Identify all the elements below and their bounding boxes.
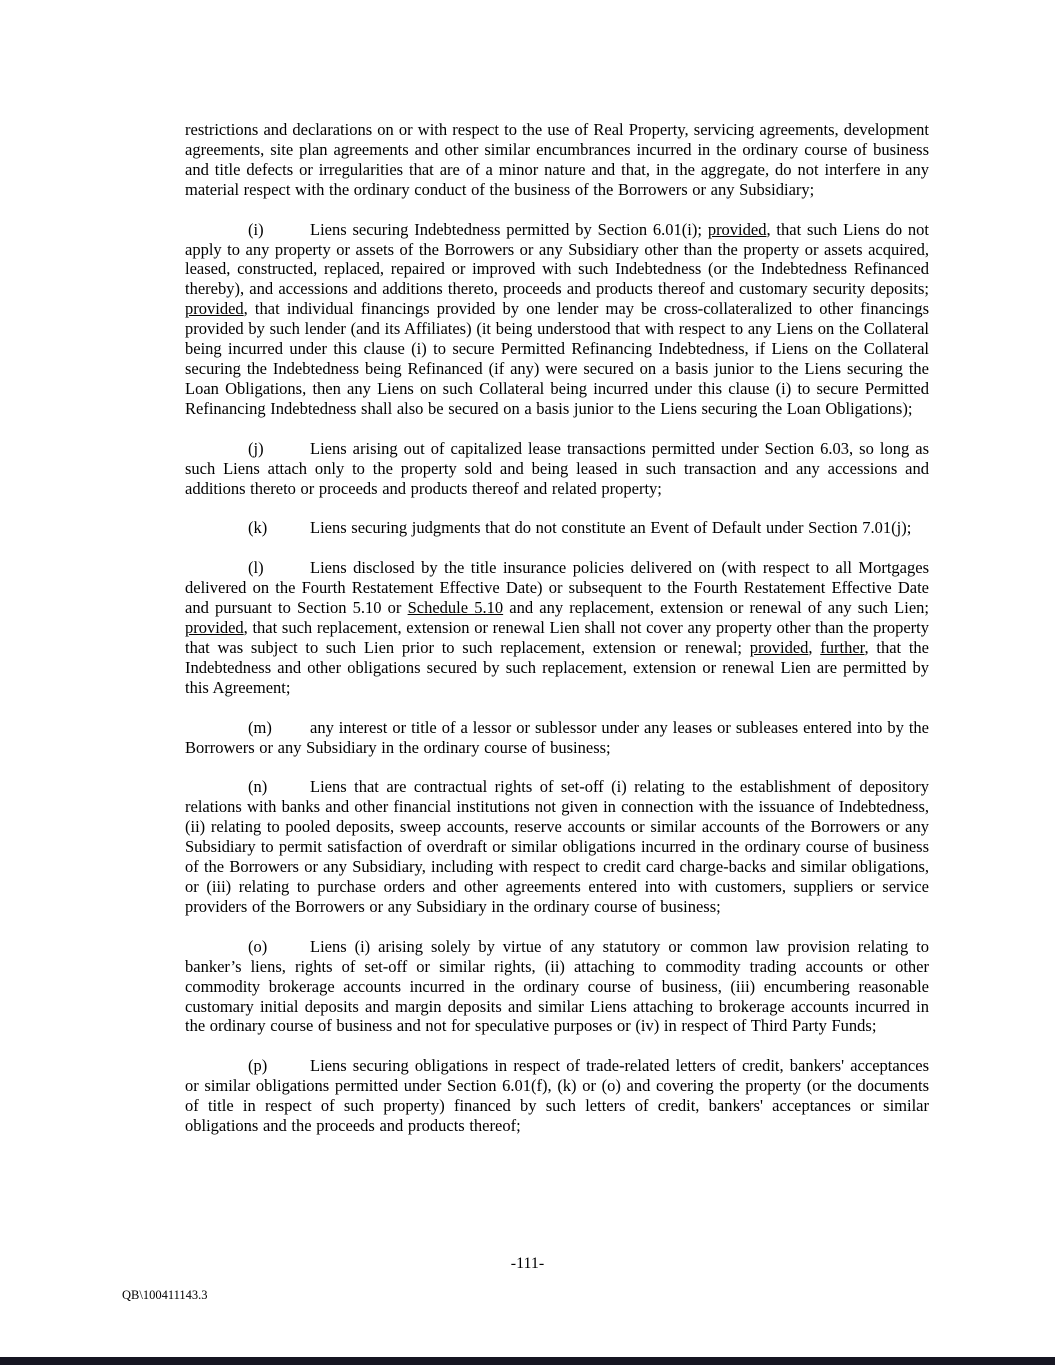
underlined-text: Schedule 5.10	[407, 598, 504, 618]
text-run: , that individual financings provided by one lender may be cross-collateralized to other financings provided by such lender (and its Affiliates) (it being understood that with respect to any Liens on the Collateral being incurred under this clause (i) to secure Permitted Refinancing Indebtedness, if Liens on the Collateral securing the Indebtedness being Refinanced (if any) were secured on a basis junior to the Liens securing the Loan Obligations, then any Liens on such Collateral being incurred under this clause (i) to secure Permitted Refinancing Indebtedness shall also be secured on a basis junior to the Liens securing the Loan Obligations);	[185, 299, 929, 418]
underlined-text: provided	[185, 618, 244, 638]
text-run: Liens arising out of capitalized lease transactions permitted under Section 6.03, so long as such Liens attach only to the property sold and being leased in such transaction and any accessions and additions thereto or proceeds and products thereof and related property;	[185, 438, 929, 498]
paragraph-o-label: (o)	[248, 936, 268, 956]
paragraph-n-label: (n)	[248, 777, 268, 797]
page-number: -111-	[510, 1255, 545, 1272]
text-run: , that such Liens do not apply to any property or assets of the Borrowers or any Subsidiary other than the property or assets acquired, leased, constructed, replaced, repaired or improved with such Indebtedness (or the Indebtedness Refinanced thereby), and accessions and additions thereto, proceeds and products thereof and customary security deposits;	[185, 219, 930, 299]
text-run: Liens securing Indebtedness permitted by Section 6.01(i);	[310, 219, 708, 239]
paragraph-m	[185, 718, 929, 758]
paragraph-k	[185, 518, 929, 538]
paragraph-l-label: (l)	[248, 558, 264, 578]
paragraph-n	[185, 777, 929, 916]
text-run: , that such replacement, extension or renewal Lien shall not cover any property other than the property that was subject to such Lien prior to such replacement, extension or renewal;	[185, 618, 929, 657]
paragraph-j-label: (j)	[248, 438, 264, 458]
text-run: Liens (i) arising solely by virtue of any statutory or common law provision relating to banker’s liens, rights of set-off or similar rights, (ii) attaching to commodity trading accounts or other commodity brokerage accounts incurred in the ordinary course of business, (iii) encumbering reasonable customary initial deposits and margin deposits and similar Liens attaching to brokerage accounts incurred in the ordinary course of business and not for speculative purposes or (iv) in respect of Third Party Funds;	[185, 936, 929, 1036]
document-id: QB\100411143.3	[122, 1288, 208, 1302]
paragraph-m-label: (m)	[248, 717, 272, 737]
paragraph-i-text	[185, 220, 929, 418]
text-run: Liens securing obligations in respect of trade-related letters of credit, bankers' acceptances or similar obligations permitted under Section 6.01(f), (k) or (o) and covering the property (or the documents of title in respect of such property) financed by such letters of credit, bankers' acceptances or similar obligations and the proceeds and products thereof;	[185, 1056, 929, 1136]
text-run: Liens disclosed by the title insurance policies delivered on (with respect to all Mortgages delivered on the Fourth Restatement Effective Date) or subsequent to the Fourth Restatement Effective Date and pursuant to Section 5.10 or	[185, 558, 929, 618]
paragraph-l-text	[185, 558, 929, 696]
paragraph-continuation	[185, 120, 929, 200]
text-run: restrictions and declarations on or with respect to the use of Real Property, servicing agreements, development agreements, site plan agreements and other similar encumbrances incurred in the ordinary course of business and title defects or irregularities that are of a minor nature and that, in the aggregate, do not interfere in any material respect with the ordinary conduct of the business of the Borrowers or any Subsidiary;	[185, 120, 929, 199]
underlined-text: provided	[185, 299, 244, 319]
paragraph-p-label: (p)	[248, 1056, 268, 1076]
paragraph-n-text	[185, 777, 929, 915]
underlined-text: further	[820, 637, 865, 657]
underlined-text: provided	[749, 637, 809, 657]
paragraph-l	[185, 558, 929, 697]
text-run: ,	[808, 637, 821, 657]
document-body	[185, 120, 929, 1156]
paragraph-i-label: (i)	[248, 219, 264, 239]
paragraph-o	[185, 937, 929, 1037]
text-run: , that the Indebtedness and other obligations secured by such replacement, extension or renewal Lien are permitted by this Agreement;	[185, 637, 930, 697]
text-run: Liens that are contractual rights of set-off (i) relating to the establishment of depository relations with banks and other financial institutions not given in connection with the issuance of Indebtedness, (ii) relating to pooled deposits, sweep accounts, reserve accounts or similar accounts of the Borrowers or any Subsidiary to permit satisfaction of overdraft or similar obligations incurred in the ordinary course of business of the Borrowers or any Subsidiary, including with respect to credit card charge-backs and similar obligations, or (iii) relating to purchase orders and other agreements entered into with customers, suppliers or service providers of the Borrowers or any Subsidiary in the ordinary course of business;	[185, 777, 929, 916]
text-run: and any replacement, extension or renewal of any such Lien;	[503, 598, 930, 618]
text-run: any interest or title of a lessor or sublessor under any leases or subleases entered into by the Borrowers or any Subsidiary in the ordinary course of business;	[185, 717, 929, 757]
paragraph-p	[185, 1056, 929, 1136]
paragraph-k-label: (k)	[248, 518, 268, 538]
paragraph-k-text	[310, 518, 911, 537]
underlined-text: provided	[707, 219, 767, 239]
paragraph-i	[185, 220, 929, 419]
text-run: Liens securing judgments that do not constitute an Event of Default under Section 7.01(j);	[310, 518, 912, 538]
paragraph-j	[185, 439, 929, 499]
page-bottom-edge	[0, 1357, 1055, 1365]
